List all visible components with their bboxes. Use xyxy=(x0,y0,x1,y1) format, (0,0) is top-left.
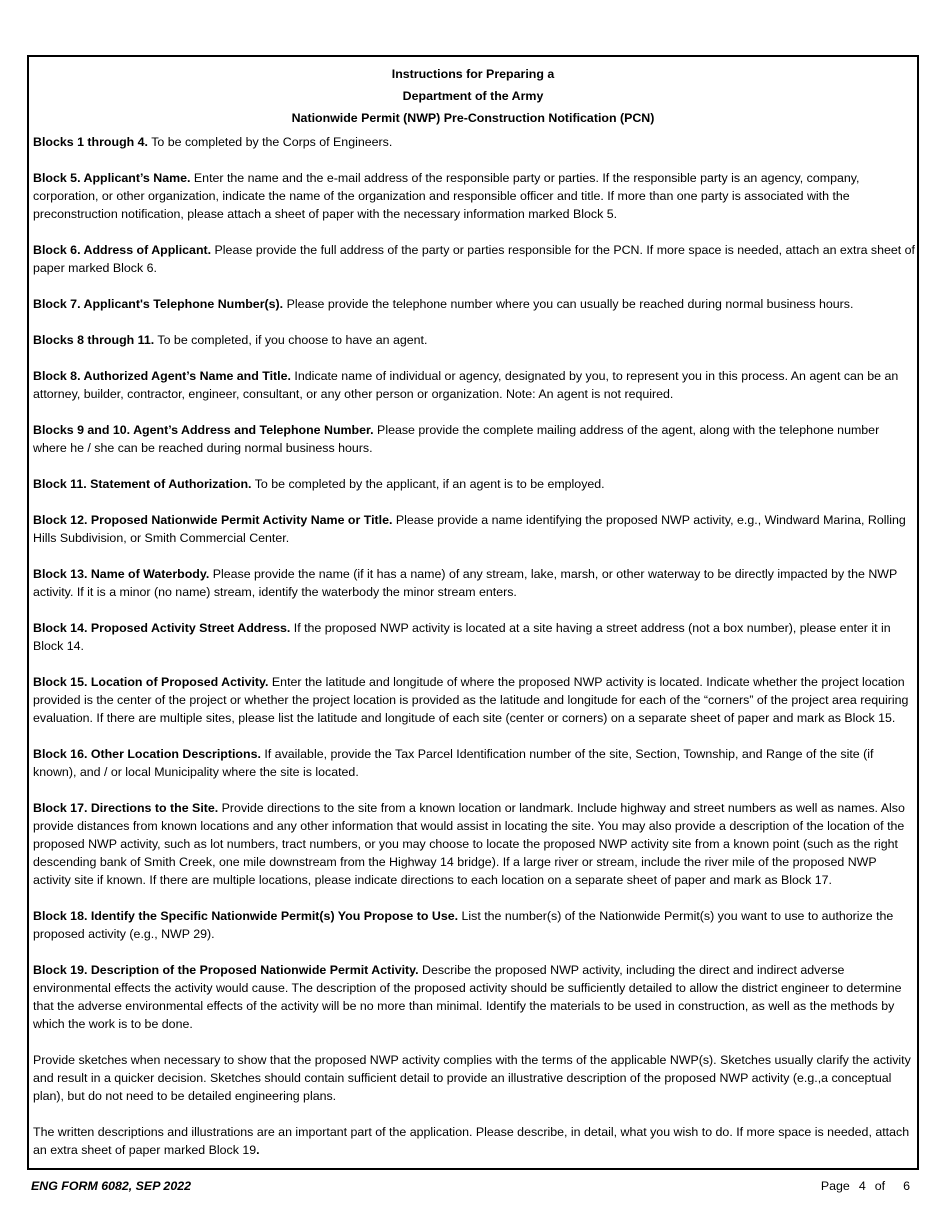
block-text: To be completed by the Corps of Engineers. xyxy=(147,135,393,149)
block-label: Blocks 1 through 4. xyxy=(33,135,148,149)
instructions-body xyxy=(33,133,915,1159)
block-text: Please provide the telephone number where you can usually be reached during normal business hours. xyxy=(283,297,854,311)
block-17 xyxy=(33,799,915,889)
page-label: Page xyxy=(820,1179,850,1193)
block-7 xyxy=(33,295,915,313)
block-label: Block 16. Other Location Descriptions. xyxy=(33,747,261,761)
page-number: 4 xyxy=(858,1179,866,1193)
block-label: Block 18. Identify the Specific Nationwide Permit(s) You Propose to Use. xyxy=(33,909,459,923)
block-text: List the number(s) of the Nationwide Permit(s) you want to use to authorize the proposed activity (e.g., NWP 29). xyxy=(33,909,894,941)
block-text: Indicate name of individual or agency, designated by you, to represent you in this process. An agent can be an attorney, builder, contractor, engineer, consultant, or any other person or organization. Note: An agent is not required. xyxy=(33,369,899,401)
block-5 xyxy=(33,169,915,223)
form-frame xyxy=(27,55,919,1170)
block-text: If the proposed NWP activity is located at a site having a street address (not a box number), please enter it in Block 14. xyxy=(33,621,891,653)
block-15 xyxy=(33,673,915,727)
title-line-2: Department of the Army xyxy=(402,89,544,103)
block-1-4 xyxy=(33,133,915,151)
block-label: Blocks 8 through 11. xyxy=(33,333,155,347)
block-label: Block 15. Location of Proposed Activity. xyxy=(33,675,269,689)
block-label: Block 12. Proposed Nationwide Permit Activity Name or Title. xyxy=(33,513,393,527)
page-indicator xyxy=(821,1179,910,1193)
title-line-1: Instructions for Preparing a xyxy=(391,67,555,81)
block-14 xyxy=(33,619,915,655)
block-9-10 xyxy=(33,421,915,457)
form-identifier: ENG FORM 6082, SEP 2022 xyxy=(31,1179,192,1193)
block-text: To be completed, if you choose to have an agent. xyxy=(154,333,428,347)
block-text: To be completed by the applicant, if an agent is to be employed. xyxy=(251,477,605,491)
paragraph-end: . xyxy=(256,1143,260,1157)
block-label: Block 17. Directions to the Site. xyxy=(33,801,219,815)
block-6 xyxy=(33,241,915,277)
block-12 xyxy=(33,511,915,547)
block-text: Please provide the name (if it has a name) of any stream, lake, marsh, or other waterway to be directly impacted by the NWP activity. If it is a minor (no name) stream, identify the waterbody the minor stream enters. xyxy=(33,567,898,599)
block-label: Block 11. Statement of Authorization. xyxy=(33,477,252,491)
block-text: If available, provide the Tax Parcel Identification number of the site, Section, Township, and Range of the site (if known), and / or local Municipality where the site is located. xyxy=(33,747,874,779)
block-text: Please provide a name identifying the proposed NWP activity, e.g., Windward Marina, Rolling Hills Subdivision, or Smith Commercial Center. xyxy=(33,513,906,545)
sketches-paragraph: Provide sketches when necessary to show that the proposed NWP activity complies with the terms of the applicable NWP(s). Sketches usually clarify the activity and result in a quicker decision. Sketches should contain sufficient detail to provide an illustrative description of the proposed NWP activity (e.g.,a conceptual plan), but do not need to be detailed engineering plans. xyxy=(33,1053,911,1103)
block-label: Block 6. Address of Applicant. xyxy=(33,243,212,257)
block-label: Block 19. Description of the Proposed Nationwide Permit Activity. xyxy=(33,963,419,977)
block-text: Please provide the complete mailing address of the agent, along with the telephone number where he / she can be reached during normal business hours. xyxy=(33,423,880,455)
block-11 xyxy=(33,475,915,493)
block-text: Describe the proposed NWP activity, including the direct and indirect adverse environmental effects the activity would cause. The description of the proposed activity should be sufficiently detailed to allow the district engineer to determine that the adverse environmental effects of the activity will be no more than minimal. Identify the materials to be used in construction, as well as the methods by which the work is to be done. xyxy=(33,963,902,1031)
block-text: Enter the latitude and longitude of where the proposed NWP activity is located. Indicate whether the project location provided is the center of the project or whether the project location is provided as the latitude and longitude for each of the “corners” of the project area requiring evaluation. If there are multiple sites, please list the latitude and longitude of each site (center or corners) on a separate sheet of paper and mark as Block 15. xyxy=(33,675,909,725)
paragraph-text: The written descriptions and illustrations are an important part of the application. Please describe, in detail, what you wish to do. If more space is needed, attach an extra sheet of paper marked Block 19 xyxy=(33,1125,910,1157)
block-16 xyxy=(33,745,915,781)
block-8 xyxy=(33,367,915,403)
block-text: Please provide the full address of the party or parties responsible for the PCN. If more space is needed, attach an extra sheet of paper marked Block 6. xyxy=(33,243,915,275)
block-13 xyxy=(33,565,915,601)
block-text: Provide directions to the site from a known location or landmark. Include highway and street numbers as well as names. Also provide distances from known locations and any other information that would assist in locating the site. You may also provide a description of the location of the proposed NWP activity, such as lot numbers, tract numbers, or you may choose to locate the proposed NWP activity site from a known point (such as the right descending bank of Smith Creek, one mile downstream from the Highway 14 bridge). If a large river or stream, include the river mile of the proposed NWP activity site if known. If there are multiple locations, please indicate directions to each location on a separate sheet of paper and mark as Block 17. xyxy=(33,801,905,887)
block-label: Block 5. Applicant’s Name. xyxy=(33,171,191,185)
block-label: Block 8. Authorized Agent’s Name and Title. xyxy=(33,369,291,383)
block-label: Block 13. Name of Waterbody. xyxy=(33,567,210,581)
block-label: Blocks 9 and 10. Agent’s Address and Telephone Number. xyxy=(33,423,374,437)
title-line-3: Nationwide Permit (NWP) Pre-Construction Notification (PCN) xyxy=(291,111,655,125)
block-19 xyxy=(33,961,915,1033)
of-label: of xyxy=(874,1179,886,1193)
page-total: 6 xyxy=(903,1179,910,1193)
written-descriptions-paragraph xyxy=(33,1123,915,1159)
block-label: Block 14. Proposed Activity Street Address. xyxy=(33,621,291,635)
block-label: Block 7. Applicant's Telephone Number(s). xyxy=(33,297,284,311)
block-8-11 xyxy=(33,331,915,349)
block-18 xyxy=(33,907,915,943)
block-text: Enter the name and the e-mail address of the responsible party or parties. If the responsible party is an agency, company, corporation, or other organization, indicate the name of the organization and responsible officer and title. If more than one party is associated with the preconstruction notification, please attach a sheet of paper with the necessary information marked Block 5. xyxy=(33,171,860,221)
